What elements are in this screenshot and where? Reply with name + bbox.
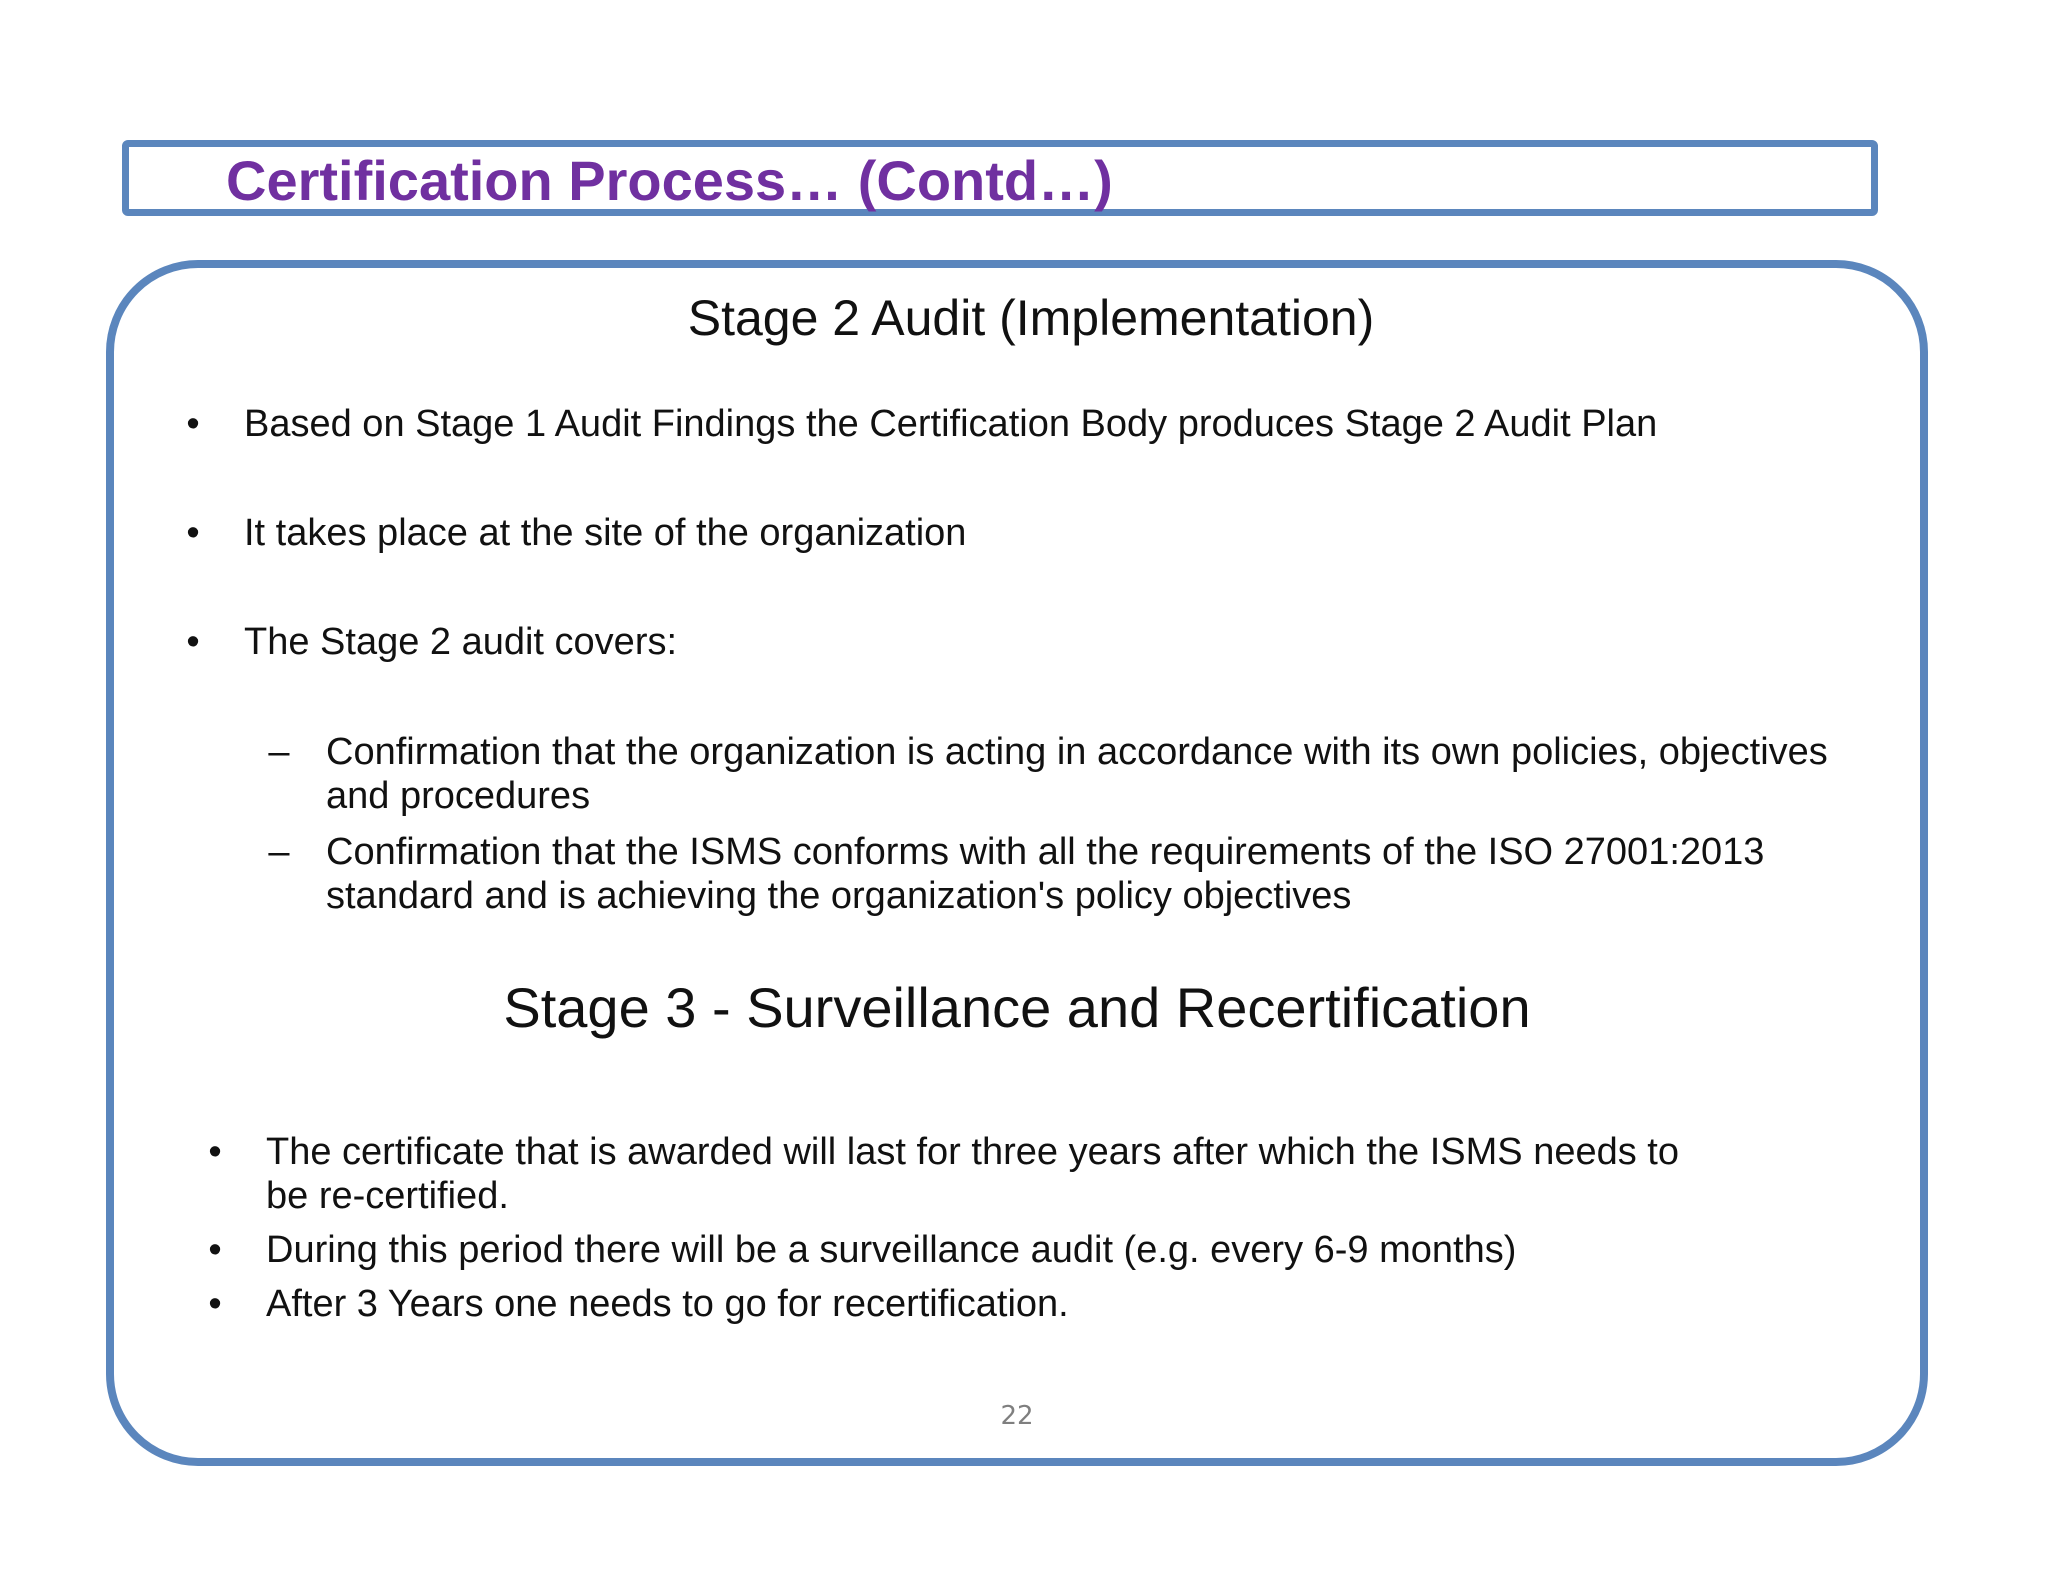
bullet-text: The Stage 2 audit covers: [244, 621, 678, 663]
list-item [186, 511, 1864, 555]
dash-icon: – [268, 731, 290, 773]
stage3-bullet-list [208, 1130, 1716, 1336]
bullet-text: After 3 Years one needs to go for recertification. [266, 1283, 1069, 1325]
stage3-heading: Stage 3 - Surveillance and Recertification [503, 976, 1531, 1039]
bullet-text: The certificate that is awarded will last for three years after which the ISMS needs to be re-certified. [266, 1131, 1679, 1217]
bullet-icon: • [186, 403, 200, 445]
list-item [208, 1130, 1716, 1218]
stage2-heading: Stage 2 Audit (Implementation) [687, 290, 1375, 346]
bullet-text: During this period there will be a surveillance audit (e.g. every 6-9 months) [266, 1229, 1517, 1271]
list-item [268, 730, 1866, 818]
bullet-icon: • [208, 1283, 222, 1325]
stage2-sub-bullet-list [268, 730, 1866, 930]
bullet-text: Based on Stage 1 Audit Findings the Certification Body produces Stage 2 Audit Plan [244, 403, 1658, 445]
list-item [208, 1228, 1716, 1272]
sub-bullet-text: Confirmation that the organization is acting in accordance with its own policies, objectives and procedures [326, 731, 1828, 817]
stage2-bullet-list [186, 402, 1864, 664]
bullet-icon: • [208, 1229, 222, 1271]
dash-icon: – [268, 831, 290, 873]
bullet-text: It takes place at the site of the organization [244, 512, 967, 554]
content-box [106, 260, 1928, 1466]
bullet-icon: • [208, 1131, 222, 1173]
list-item [186, 402, 1864, 446]
list-item [186, 620, 1864, 664]
list-item [268, 830, 1866, 918]
slide-title: Certification Process… (Contd…) [226, 149, 1113, 212]
list-item [208, 1282, 1716, 1326]
page-number: 22 [1000, 1401, 1034, 1431]
title-box [122, 140, 1878, 216]
sub-bullet-text: Confirmation that the ISMS conforms with all the requirements of the ISO 27001:2013 standard and is achieving the organization's policy objectives [326, 831, 1765, 917]
bullet-icon: • [186, 512, 200, 554]
bullet-icon: • [186, 621, 200, 663]
